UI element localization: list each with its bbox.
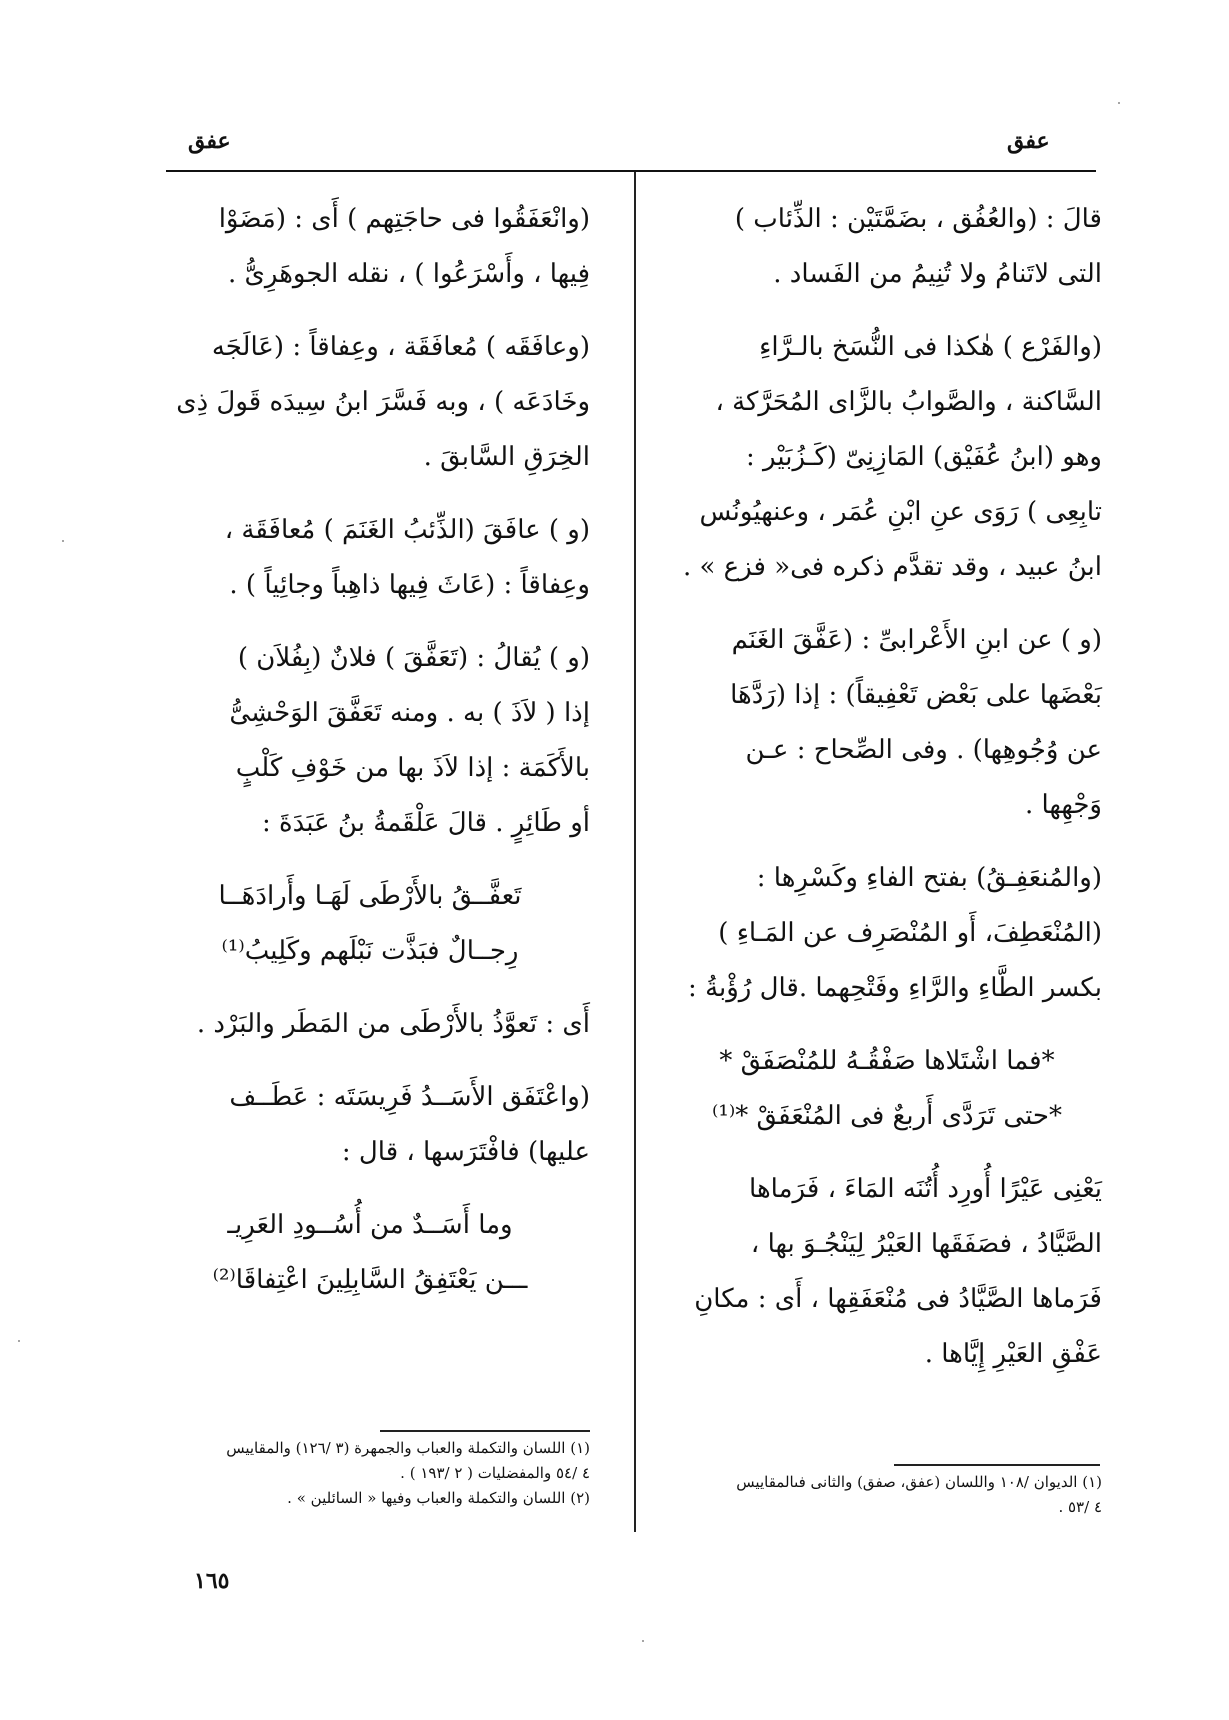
text-line: يَعْنِى عَيْرًا أُورِد أُتُنَه المَاءَ ، فَرَماها bbox=[749, 1174, 1102, 1204]
text-line: الصَّيَّادُ ، فصَفَقَها العَيْرُ لِيَنْجُـوَ بها ، bbox=[750, 1229, 1102, 1259]
verse-line: *فما اشْتَلاها صَفْقُـهُ للمُنْصَفَقْ * bbox=[719, 1046, 1055, 1076]
text-line: وَجْهِها . bbox=[1024, 790, 1102, 820]
entry-paragraph bbox=[150, 631, 590, 851]
text-line: وعِفاقاً : (عَاثَ فِيها ذاهِباً وجائِياً ) . bbox=[229, 570, 590, 600]
text-line: بالأَكَمَة : إذا لاَذَ بها من خَوْفِ كَلْبٍ bbox=[235, 753, 590, 783]
running-head-right: عفق bbox=[1007, 128, 1050, 154]
text-line: إذا ( لاَذَ ) به . ومنه تَعَفَّقَ الوَحْشِىُّ bbox=[229, 698, 590, 728]
text-line: عن وُجُوهِها) . وفى الصِّحاح : عـن bbox=[745, 735, 1102, 765]
footnote-line: ٤ /٥٣ . bbox=[1058, 1498, 1102, 1516]
text-line: وهو (ابنُ عُفَيْق) المَازِنِىّ (كَـزُبَيْر : bbox=[746, 442, 1102, 472]
footnote-rule-right bbox=[894, 1464, 1100, 1466]
verse-block bbox=[150, 869, 590, 979]
entry-paragraph bbox=[672, 1162, 1102, 1382]
entry-paragraph bbox=[672, 320, 1102, 595]
footnote-line: (١) الديوان /١٠٨ واللسان (عفق، صفق) والثانى فىالمقاييس bbox=[736, 1473, 1102, 1491]
footnote-line: (٢) اللسان والتكملة والعباب وفيها « السائلين » . bbox=[287, 1489, 590, 1507]
text-line: (واعْتَفَق الأَسَــدُ فَرِيسَتَه : عَطَــف bbox=[229, 1082, 590, 1112]
text-line: الخِرَقِ السَّابقَ . bbox=[423, 442, 590, 472]
text-line: (وعافَقَه ) مُعافَقَة ، وعِفاقاً : (عَالَجَه bbox=[211, 332, 590, 362]
entry-paragraph bbox=[150, 1070, 590, 1180]
text-line: (والفَرْع ) هٰكذا فى النُّسَخ بالـرَّاءِ bbox=[759, 332, 1102, 362]
text-line: (و ) يُقالُ : (تَعَفَّقَ ) فلانٌ (بِفُلاَن ) bbox=[237, 643, 590, 673]
text-line: عليها) فافْتَرَسها ، قال : bbox=[341, 1137, 590, 1167]
text-line: بَعْضَها على بَعْض تَعْفِيقاً) : إذا (رَدَّهَا bbox=[730, 680, 1102, 710]
entry-paragraph bbox=[672, 851, 1102, 1016]
verse-line: ـــن يَعْتَفِقُ السَّابِلِينَ اعْتِفاقَا⁽²⁾ bbox=[212, 1265, 528, 1295]
scan-speck bbox=[642, 1640, 644, 1642]
text-line: (و ) عافَقَ (الذِّئبُ الغَنَمَ ) مُعافَقَة ، bbox=[224, 515, 590, 545]
verse-block bbox=[672, 1034, 1102, 1144]
footnote-rule-left bbox=[380, 1430, 590, 1432]
entry-paragraph bbox=[150, 997, 590, 1052]
verse-line: وما أَسَــدٌ من أُسُــودِ العَرِيـ bbox=[227, 1210, 513, 1240]
footnotes-right bbox=[672, 1470, 1102, 1520]
verse-block bbox=[150, 1198, 590, 1308]
text-line: (وانْعَفَقُوا فى حاجَتِهم ) أَى : (مَضَوْا bbox=[218, 204, 590, 234]
entry-paragraph bbox=[672, 192, 1102, 302]
text-line: أو طَائِرٍ . قالَ عَلْقَمةُ بنُ عَبَدَةَ : bbox=[262, 808, 590, 838]
verse-line: تَعفَّــقُ بالأَرْطَى لَهَـا وأَرادَهَــا bbox=[218, 881, 522, 911]
text-line: (والمُنعَفِـقُ) بفتح الفاءِ وكَسْرِها : bbox=[756, 863, 1102, 893]
right-column bbox=[672, 192, 1102, 1400]
text-line: التى لاتَنامُ ولا تُنِيمُ من الفَساد . bbox=[773, 259, 1102, 289]
footnote-line: ٤ /٥٤ والمفضليات ( ٢ /١٩٣ ) . bbox=[400, 1464, 590, 1482]
page-number: ١٦٥ bbox=[194, 1568, 230, 1594]
footnote-line: (١) اللسان والتكملة والعباب والجمهرة (٣ /١٢٦) والمقاييس bbox=[226, 1439, 590, 1457]
text-line: تابِعِى ) رَوَى عنِ ابْنِ عُمَر ، وعنهيُونُس bbox=[699, 497, 1102, 527]
entry-paragraph bbox=[150, 503, 590, 613]
text-line: ابنُ عبيد ، وقد تقدَّم ذكره فى« فزع » . bbox=[682, 552, 1102, 582]
text-line: (و ) عن ابنِ الأَعْرابىِّ : (عَفَّقَ الغَنَم bbox=[731, 625, 1102, 655]
entry-paragraph bbox=[150, 320, 590, 485]
scan-speck bbox=[18, 1340, 20, 1342]
entry-paragraph bbox=[150, 192, 590, 302]
entry-paragraph bbox=[672, 613, 1102, 833]
running-head-left: عفق bbox=[188, 128, 231, 154]
text-line: قالَ : (والعُفُق ، بضَمَّتَيْن : الذِّئاب ) bbox=[734, 204, 1102, 234]
text-line: بكسر الطَّاءِ والرَّاءِ وفَتْحِهما .قال رُؤْبةُ : bbox=[688, 973, 1102, 1003]
text-line: أَى : تَعوَّذُ بالأَرْطَى من المَطَر والبَرْد . bbox=[196, 1009, 590, 1039]
column-divider bbox=[634, 172, 636, 1532]
text-line: فِيها ، وأَسْرَعُوا ) ، نقله الجوهَرِىُّ . bbox=[227, 259, 590, 289]
scan-speck bbox=[62, 540, 64, 542]
verse-line: رِجــالٌ فبَذَّت نَبْلَهم وكَلِيبُ⁽¹⁾ bbox=[221, 936, 519, 966]
footnotes-left bbox=[150, 1436, 590, 1511]
text-line: فَرَماها الصَّيَّادُ فى مُنْعَفَقِها ، أَى : مكانِ bbox=[694, 1284, 1102, 1314]
text-line: (المُنْعَطِفَ، أَو المُنْصَرِف عن المَـاءِ ) bbox=[718, 918, 1102, 948]
left-column bbox=[150, 192, 590, 1326]
verse-line: *حتى تَرَدَّى أَربعٌ فى المُنْعَفَقْ *⁽¹⁾ bbox=[712, 1101, 1062, 1131]
header-rule bbox=[166, 170, 1096, 172]
text-line: وخَادَعَه ) ، وبه فَسَّرَ ابنُ سِيدَه قَولَ ذِى bbox=[176, 387, 590, 417]
text-line: عَفْقِ العَيْرِ إِيَّاها . bbox=[924, 1339, 1102, 1369]
text-line: السَّاكنة ، والصَّوابُ بالزَّاى المُحَرَّكة ، bbox=[715, 387, 1102, 417]
scan-speck bbox=[1118, 102, 1120, 104]
